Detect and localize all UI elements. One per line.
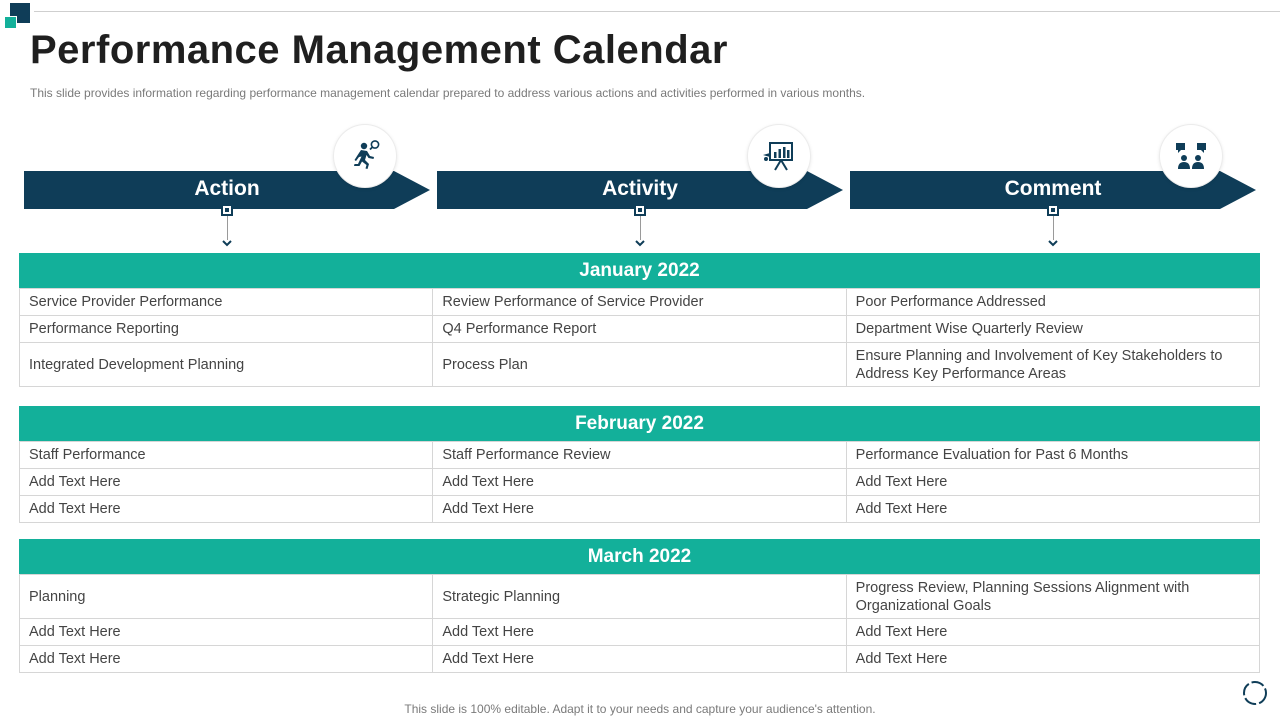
connector-line-comment (1053, 216, 1054, 240)
comment-cell: Department Wise Quarterly Review (846, 316, 1259, 343)
month-section-march (19, 539, 1260, 673)
column-header-action: Action (194, 177, 260, 200)
month-section-january (19, 253, 1260, 387)
presentation-board-icon (761, 138, 797, 174)
month-header: March 2022 (19, 539, 1260, 574)
month-section-february (19, 406, 1260, 523)
footer-note: This slide is 100% editable. Adapt it to your needs and capture your audience's attention. (404, 702, 876, 716)
action-cell: Add Text Here (20, 619, 433, 646)
comment-cell: Add Text Here (846, 469, 1259, 496)
comment-cell: Ensure Planning and Involvement of Key Stakeholders to Address Key Performance Areas (846, 343, 1259, 387)
activity-cell: Q4 Performance Report (433, 316, 846, 343)
brand-logo-icon (1240, 679, 1270, 707)
action-cell: Add Text Here (20, 646, 433, 673)
action-cell: Add Text Here (20, 496, 433, 523)
activity-cell: Add Text Here (433, 646, 846, 673)
page-subtitle: This slide provides information regarding performance management calendar prepared to address various actions and activities performed in various months. (30, 86, 866, 100)
activity-cell: Add Text Here (433, 469, 846, 496)
activity-cell: Staff Performance Review (433, 442, 846, 469)
comment-icon-badge (1160, 125, 1222, 187)
comment-cell: Performance Evaluation for Past 6 Months (846, 442, 1259, 469)
running-person-magnifier-icon (347, 138, 383, 174)
table-row (20, 496, 1260, 523)
action-icon-badge (334, 125, 396, 187)
connector-line-activity (640, 216, 641, 240)
month-table (19, 574, 1260, 673)
comment-cell: Progress Review, Planning Sessions Alignment with Organizational Goals (846, 575, 1259, 619)
action-cell: Staff Performance (20, 442, 433, 469)
action-cell: Planning (20, 575, 433, 619)
comment-cell: Add Text Here (846, 496, 1259, 523)
table-row (20, 343, 1260, 387)
action-cell: Add Text Here (20, 469, 433, 496)
table-row (20, 646, 1260, 673)
comment-cell: Poor Performance Addressed (846, 289, 1259, 316)
comment-cell: Add Text Here (846, 646, 1259, 673)
month-table (19, 288, 1260, 387)
header-rule (34, 11, 1280, 12)
action-cell: Service Provider Performance (20, 289, 433, 316)
chevron-down-icon (634, 238, 646, 248)
table-row (20, 442, 1260, 469)
activity-cell: Add Text Here (433, 496, 846, 523)
connector-line-action (227, 216, 228, 240)
table-row (20, 469, 1260, 496)
chevron-down-icon (1047, 238, 1059, 248)
chevron-down-icon (221, 238, 233, 248)
month-table (19, 441, 1260, 523)
activity-cell: Review Performance of Service Provider (433, 289, 846, 316)
connector-node-comment (1047, 204, 1059, 216)
month-header: January 2022 (19, 253, 1260, 288)
connector-node-action (221, 204, 233, 216)
page-title: Performance Management Calendar (30, 28, 728, 72)
two-people-speech-bubbles-icon (1173, 138, 1209, 174)
table-row (20, 289, 1260, 316)
comment-cell: Add Text Here (846, 619, 1259, 646)
column-header-comment: Comment (1004, 177, 1102, 200)
action-cell: Performance Reporting (20, 316, 433, 343)
corner-decoration-teal (4, 16, 17, 29)
connector-node-activity (634, 204, 646, 216)
action-cell: Integrated Development Planning (20, 343, 433, 387)
table-row (20, 575, 1260, 619)
activity-icon-badge (748, 125, 810, 187)
table-row (20, 316, 1260, 343)
month-header: February 2022 (19, 406, 1260, 441)
activity-cell: Process Plan (433, 343, 846, 387)
column-header-activity: Activity (602, 177, 678, 200)
activity-cell: Add Text Here (433, 619, 846, 646)
table-row (20, 619, 1260, 646)
activity-cell: Strategic Planning (433, 575, 846, 619)
